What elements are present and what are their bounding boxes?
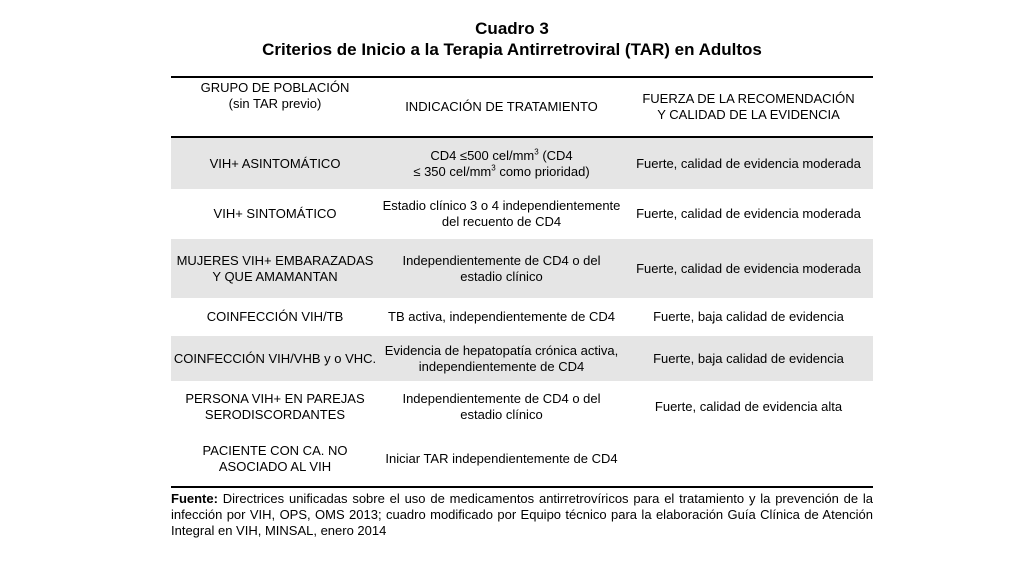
- cell-strength: Fuerte, calidad de evidencia moderada: [636, 260, 861, 276]
- table-row: [171, 298, 873, 336]
- cell-group: VIH+ ASINTOMÁTICO: [209, 155, 341, 171]
- header-strength-line2: Y CALIDAD DE LA EVIDENCIA: [657, 107, 840, 122]
- cell-group: PACIENTE CON CA. NO ASOCIADO AL VIH: [202, 443, 348, 474]
- header-population-line2: (sin TAR previo): [228, 96, 322, 111]
- cell-indication: [379, 137, 624, 189]
- cell-indication: Estadio clínico 3 o 4 independientemente del recuento de CD4: [382, 198, 621, 229]
- source-text: Directrices unificadas sobre el uso de medicamentos antirretrovíricos para el tratamiento y la prevención de la infección por VIH, OPS, OMS 2013; cuadro modificado por Equipo técnico para la elaboración Guía Clínica de Atención Integral en VIH, MINSAL, enero 2014: [171, 491, 873, 538]
- cell-strength: [624, 432, 873, 487]
- table-header: [171, 77, 873, 137]
- indication-text-b: (CD4: [538, 147, 573, 163]
- table-row: [171, 189, 873, 239]
- table-row: [171, 137, 873, 189]
- cell-indication: Independientemente de CD4 o del estadio clínico: [402, 252, 601, 284]
- document-subtitle: Criterios de Inicio a la Terapia Antirretroviral (TAR) en Adultos: [262, 40, 762, 59]
- indication-text-a: CD4 ≤500 cel/mm: [430, 147, 535, 163]
- source-note: [171, 491, 873, 539]
- cell-strength: Fuerte, baja calidad de evidencia: [653, 309, 844, 324]
- table-row: [171, 239, 873, 298]
- document-title: Cuadro 3: [475, 19, 549, 38]
- header-strength-line1: FUERZA DE LA RECOMENDACIÓN: [642, 91, 855, 106]
- source-label: Fuente:: [171, 491, 218, 506]
- cell-strength: Fuerte, calidad de evidencia moderada: [636, 206, 861, 221]
- header-population-group: [171, 77, 379, 137]
- cell-group: COINFECCIÓN VIH/TB: [206, 309, 344, 324]
- cell-strength: Fuerte, calidad de evidencia alta: [654, 398, 843, 414]
- header-indication: [379, 77, 624, 137]
- criteria-table: [171, 76, 873, 488]
- header-population-line1: GRUPO DE POBLACIÓN: [200, 80, 350, 95]
- header-indication-text: INDICACIÓN DE TRATAMIENTO: [405, 99, 598, 114]
- cell-strength: Fuerte, calidad de evidencia moderada: [636, 155, 861, 171]
- table-row: [171, 432, 873, 487]
- cell-group: COINFECCIÓN VIH/VHB y o VHC.: [173, 350, 377, 366]
- table-row: [171, 336, 873, 381]
- cell-group: PERSONA VIH+ EN PAREJAS SERODISCORDANTES: [185, 390, 365, 422]
- cell-indication: Iniciar TAR independientemente de CD4: [385, 451, 618, 466]
- cell-indication: TB activa, independientemente de CD4: [388, 309, 615, 324]
- cell-group: VIH+ SINTOMÁTICO: [213, 206, 337, 221]
- cell-strength: Fuerte, baja calidad de evidencia: [653, 350, 844, 366]
- indication-superscript-a: 3: [534, 147, 539, 157]
- table-body: [171, 137, 873, 487]
- indication-text-d: como prioridad): [495, 163, 590, 179]
- indication-superscript-b: 3: [491, 163, 496, 173]
- table-row: [171, 381, 873, 432]
- cell-indication: Evidencia de hepatopatía crónica activa, independientemente de CD4: [384, 342, 619, 374]
- header-row: [171, 77, 873, 137]
- indication-text-c: ≤ 350 cel/mm: [413, 163, 492, 179]
- header-strength: [624, 77, 873, 137]
- cell-group: MUJERES VIH+ EMBARAZADAS Y QUE AMAMANTAN: [176, 252, 374, 284]
- cell-indication: Independientemente de CD4 o del estadio clínico: [402, 390, 601, 422]
